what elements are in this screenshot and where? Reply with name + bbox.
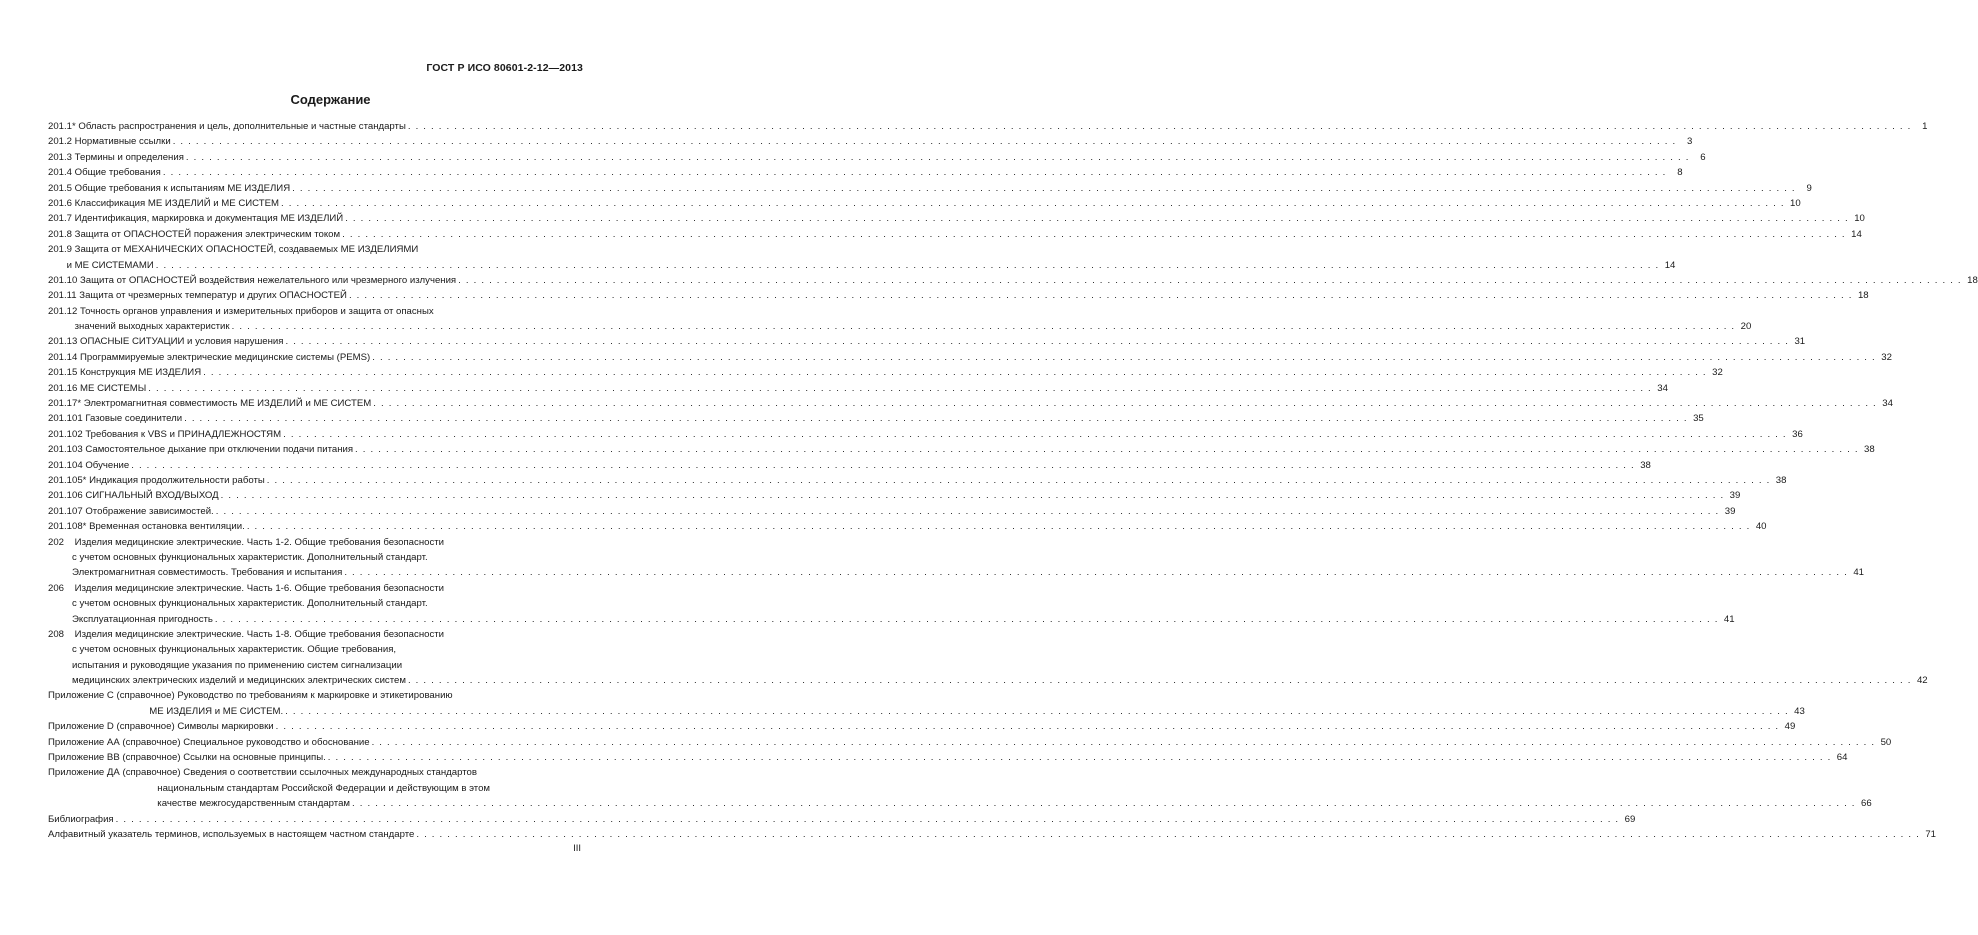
toc-entry-page: 38 — [1864, 444, 1875, 456]
toc-entry-page: 64 — [1836, 752, 1848, 764]
toc-entry-page: 40 — [1755, 521, 1767, 533]
table-of-contents — [48, 119, 1978, 842]
toc-entry-text: Приложение D (справочное) Символы маркировки — [48, 721, 274, 733]
toc-entry-text: с учетом основных функциональных характеристик. Дополнительный стандарт. — [48, 598, 428, 610]
toc-entry-page: 32 — [1712, 367, 1723, 379]
toc-entry[interactable] — [48, 458, 1651, 473]
toc-entry[interactable] — [48, 119, 1928, 134]
dot-leader — [355, 442, 1859, 457]
toc-entry-text: 201.6 Классификация МЕ ИЗДЕЛИЙ и МЕ СИСТЕМ — [48, 197, 280, 209]
toc-entry[interactable] — [48, 627, 1928, 689]
toc-entry-text: и МЕ СИСТЕМАМИ — [48, 259, 154, 271]
toc-entry-page: 20 — [1740, 321, 1752, 333]
toc-entry[interactable] — [48, 288, 1869, 303]
toc-entry[interactable] — [48, 535, 1864, 581]
dot-leader — [285, 704, 1789, 719]
dot-leader — [458, 273, 1962, 288]
toc-entry[interactable] — [48, 442, 1875, 457]
dot-leader — [148, 381, 1652, 396]
toc-entry-page: 6 — [1700, 151, 1706, 163]
toc-entry-text: Приложение АА (справочное) Специальное руководство и обоснование — [48, 736, 370, 748]
dot-leader — [352, 796, 1856, 811]
toc-entry-text: Приложение ДА (справочное) Сведения о соответствии ссылочных международных стандартов — [48, 767, 477, 779]
toc-entry-text: 201.15 Конструкция МЕ ИЗДЕЛИЯ — [48, 367, 202, 379]
toc-entry-text: 201.107 Отображение зависимостей. — [48, 505, 214, 517]
toc-entry-text: качестве межгосударственным стандартам — [48, 798, 351, 810]
toc-entry-text: Алфавитный указатель терминов, используемых в настоящем частном стандарте — [48, 828, 415, 840]
toc-entry[interactable] — [48, 134, 1693, 149]
toc-entry-text: 201.106 СИГНАЛЬНЫЙ ВХОД/ВЫХОД — [48, 490, 219, 502]
standard-designation: ГОСТ Р ИСО 80601-2-12—2013 — [426, 62, 583, 74]
dot-leader — [247, 519, 1751, 534]
toc-entry-text: 201.4 Общие требования — [48, 167, 161, 179]
toc-entry-page: 36 — [1792, 428, 1803, 440]
toc-entry[interactable] — [48, 242, 1676, 273]
toc-entry-text: испытания и руководящие указания по применению систем сигнализации — [48, 659, 403, 671]
dot-leader — [276, 719, 1780, 734]
dot-leader — [408, 673, 1912, 688]
dot-leader — [184, 411, 1688, 426]
dot-leader — [292, 181, 1796, 196]
dot-leader — [342, 227, 1846, 242]
toc-entry[interactable] — [48, 473, 1787, 488]
toc-entry-text: 201.16 МЕ СИСТЕМЫ — [48, 382, 147, 394]
toc-entry-page: 38 — [1775, 474, 1787, 486]
toc-entry-text: 201.14 Программируемые электрические медицинские системы (PEMS) — [48, 351, 371, 363]
toc-entry-text: 202 Изделия медицинские электрические. Часть 1-2. Общие требования безопасности — [48, 536, 445, 548]
toc-entry-page: 39 — [1724, 505, 1736, 517]
dot-leader — [285, 334, 1789, 349]
toc-entry[interactable] — [48, 381, 1668, 396]
toc-entry-page: 41 — [1853, 567, 1864, 579]
dot-leader — [116, 812, 1620, 827]
toc-entry-text: с учетом основных функциональных характеристик. Общие требования, — [48, 644, 397, 656]
dot-leader — [186, 150, 1690, 165]
toc-entry[interactable] — [48, 181, 1812, 196]
toc-entry-text: 201.105* Индикация продолжительности работы — [48, 474, 265, 486]
dot-leader — [373, 396, 1877, 411]
dot-leader — [203, 365, 1707, 380]
toc-entry[interactable] — [48, 334, 1806, 349]
dot-leader — [344, 565, 1848, 580]
dot-leader — [216, 504, 1720, 519]
toc-entry-page: 8 — [1677, 167, 1683, 179]
toc-entry-text: 201.13 ОПАСНЫЕ СИТУАЦИИ и условия нарушения — [48, 336, 284, 348]
dot-leader — [416, 827, 1920, 842]
toc-entry-text: с учетом основных функциональных характеристик. Дополнительный стандарт. — [48, 551, 428, 563]
toc-entry-page: 34 — [1882, 398, 1893, 410]
dot-leader — [281, 196, 1785, 211]
toc-entry-text: 206 Изделия медицинские электрические. Часть 1-6. Общие требования безопасности — [48, 582, 445, 594]
toc-entry-text: национальным стандартам Российской Федерации и действующим в этом — [48, 782, 491, 794]
toc-entry-text: 201.102 Требования к VBS и ПРИНАДЛЕЖНОСТЯМ — [48, 428, 282, 440]
dot-leader — [221, 488, 1725, 503]
toc-entry-text: Эксплуатационная пригодность — [48, 613, 213, 625]
toc-entry-text: Библиография — [48, 813, 114, 825]
toc-entry-page: 32 — [1881, 351, 1892, 363]
toc-entry[interactable] — [48, 304, 1752, 335]
dot-leader — [349, 288, 1853, 303]
toc-entry-page: 18 — [1967, 274, 1978, 286]
toc-entry[interactable] — [48, 688, 1805, 719]
toc-entry-text: 201.104 Обучение — [48, 459, 130, 471]
toc-entry-page: 42 — [1916, 675, 1928, 687]
toc-entry[interactable] — [48, 427, 1803, 442]
toc-entry[interactable] — [48, 750, 1848, 765]
dot-leader — [283, 427, 1787, 442]
toc-entry[interactable] — [48, 504, 1736, 519]
toc-entry[interactable] — [48, 227, 1862, 242]
toc-entry-text: МЕ ИЗДЕЛИЯ и МЕ СИСТЕМ. — [48, 705, 284, 717]
dot-leader — [408, 119, 1912, 134]
toc-entry-page: 1 — [1922, 121, 1928, 132]
page-title: Содержание — [290, 92, 371, 107]
toc-entry-page: 31 — [1794, 336, 1806, 348]
toc-entry-text: Приложение С (справочное) Руководство по требованиям к маркировке и этикетированию — [48, 690, 453, 702]
toc-entry-text: 201.2 Нормативные ссылки — [48, 136, 171, 148]
toc-entry-page: 69 — [1624, 813, 1636, 825]
dot-leader — [173, 134, 1677, 149]
toc-entry-page: 43 — [1794, 705, 1805, 717]
toc-entry[interactable] — [48, 719, 1796, 734]
toc-entry-page: 3 — [1687, 136, 1693, 148]
toc-entry-page: 14 — [1664, 259, 1676, 271]
dot-leader — [345, 211, 1849, 226]
toc-entry-page: 18 — [1857, 290, 1869, 302]
toc-entry-text: 201.101 Газовые соединители — [48, 413, 183, 425]
toc-entry-text: 201.11 Защита от чрезмерных температур и других ОПАСНОСТЕЙ — [48, 290, 347, 302]
toc-entry-page: 10 — [1790, 197, 1801, 209]
toc-entry-text: 201.12 Точность органов управления и измерительных приборов и защита от опасных — [48, 305, 434, 317]
toc-entry-text: 201.7 Идентификация, маркировка и документация МЕ ИЗДЕЛИЙ — [48, 213, 344, 225]
toc-entry-text: 208 Изделия медицинские электрические. Часть 1-8. Общие требования безопасности — [48, 628, 445, 640]
toc-entry-text: 201.5 Общие требования к испытаниям МЕ ИЗДЕЛИЯ — [48, 182, 291, 194]
dot-leader — [131, 458, 1635, 473]
toc-entry[interactable] — [48, 350, 1892, 365]
toc-entry-text: 201.17* Электромагнитная совместимость МЕ ИЗДЕЛИЙ и МЕ СИСТЕМ — [48, 398, 372, 410]
dot-leader — [156, 258, 1660, 273]
toc-entry-page: 14 — [1851, 228, 1862, 240]
toc-entry[interactable] — [48, 812, 1636, 827]
toc-entry[interactable] — [48, 211, 1865, 226]
toc-entry-page: 34 — [1657, 382, 1668, 394]
toc-entry[interactable] — [48, 411, 1704, 426]
toc-entry[interactable] — [48, 150, 1706, 165]
toc-entry-page: 41 — [1723, 613, 1735, 625]
toc-entry-text: медицинских электрических изделий и медицинских электрических систем — [48, 675, 406, 687]
page-number: III — [573, 843, 581, 854]
toc-entry[interactable] — [48, 827, 1937, 842]
toc-entry-text: Приложение ВВ (справочное) Ссылки на основные принципы. — [48, 752, 326, 764]
dot-leader — [267, 473, 1771, 488]
toc-entry[interactable] — [48, 581, 1735, 627]
toc-entry-text: 201.9 Защита от МЕХАНИЧЕСКИХ ОПАСНОСТЕЙ, создаваемых МЕ ИЗДЕЛИЯМИ — [48, 244, 419, 256]
toc-entry-page: 50 — [1880, 736, 1892, 748]
toc-entry-page: 10 — [1854, 213, 1865, 225]
toc-entry-page: 66 — [1861, 798, 1872, 810]
toc-entry[interactable] — [48, 765, 1872, 811]
toc-entry-text: 201.10 Защита от ОПАСНОСТЕЙ воздействия нежелательного или чрезмерного излучения — [48, 274, 457, 286]
toc-entry-text: 201.103 Самостоятельное дыхание при отключении подачи питания — [48, 444, 354, 456]
dot-leader — [163, 165, 1667, 180]
toc-entry-text: 201.8 Защита от ОПАСНОСТЕЙ поражения электрическим током — [48, 228, 341, 240]
dot-leader — [328, 750, 1832, 765]
dot-leader — [232, 319, 1736, 334]
toc-entry-text: Электромагнитная совместимость. Требования и испытания — [48, 567, 343, 579]
toc-entry[interactable] — [48, 519, 1767, 534]
toc-entry-text: 201.3 Термины и определения — [48, 151, 184, 163]
toc-entry[interactable] — [48, 396, 1893, 411]
toc-entry[interactable] — [48, 735, 1892, 750]
toc-entry[interactable] — [48, 488, 1741, 503]
toc-entry-page: 35 — [1693, 413, 1704, 425]
toc-entry-page: 38 — [1640, 459, 1651, 471]
dot-leader — [372, 350, 1876, 365]
toc-entry-page: 39 — [1729, 490, 1741, 502]
toc-entry[interactable] — [48, 196, 1801, 211]
toc-entry-text: 201.1* Область распространения и цель, дополнительные и частные стандарты — [48, 121, 406, 132]
toc-entry-page: 49 — [1784, 721, 1796, 733]
toc-entry[interactable] — [48, 365, 1723, 380]
toc-entry[interactable] — [48, 273, 1978, 288]
toc-entry[interactable] — [48, 165, 1683, 180]
dot-leader — [215, 612, 1719, 627]
toc-entry-text: 201.108* Временная остановка вентиляции. — [48, 521, 245, 533]
toc-entry-page: 71 — [1925, 828, 1937, 840]
toc-entry-page: 9 — [1806, 182, 1812, 194]
dot-leader — [372, 735, 1876, 750]
toc-entry-text: значений выходных характеристик — [48, 321, 230, 333]
